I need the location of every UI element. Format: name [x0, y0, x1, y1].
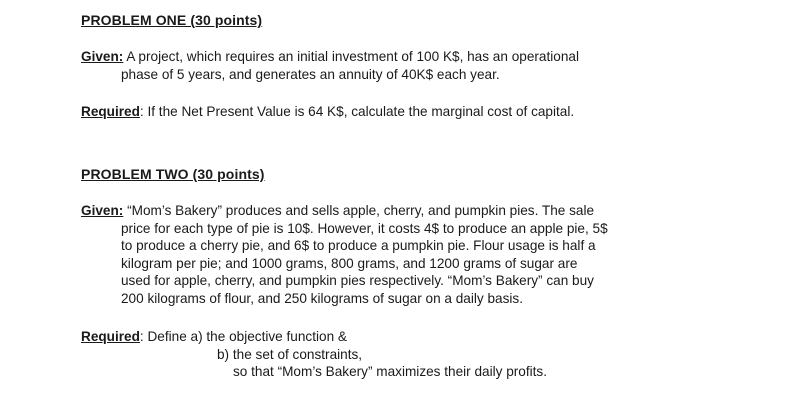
problem-two-given-line-6: 200 kilograms of flour, and 250 kilograms of sugar on a daily basis. — [121, 290, 523, 306]
required-text: : Define a) the objective function & — [139, 329, 347, 344]
problem-one-given-line-2: phase of 5 years, and generates an annuity of 40K$ each year. — [121, 66, 500, 82]
given-text: “Mom’s Bakery” produces and sells apple, cherry, and pumpkin pies. The sale — [123, 203, 595, 218]
problem-two-heading: PROBLEM TWO (30 points) — [81, 166, 265, 182]
problem-two-required-line-1 — [81, 328, 547, 346]
required-text: : If the Net Present Value is 64 K$, calculate the marginal cost of capital. — [139, 104, 575, 119]
required-label: Required — [81, 104, 140, 119]
given-label: Given: — [81, 203, 124, 218]
problem-one-required-line — [81, 103, 574, 121]
problem-one-given — [81, 48, 579, 83]
problem-one-heading: PROBLEM ONE (30 points) — [81, 12, 263, 28]
problem-two-required — [81, 328, 547, 381]
problem-two-given-line-2: price for each type of pie is 10$. However, it costs 4$ to produce an apple pie, 5$ — [121, 220, 608, 236]
given-text: A project, which requires an initial investment of 100 K$, has an operational — [123, 49, 579, 64]
given-label: Given: — [81, 49, 124, 64]
problem-one-required — [81, 103, 574, 121]
problem-two-given — [81, 202, 608, 308]
required-label: Required — [81, 329, 140, 344]
problem-two-given-line-1 — [81, 202, 608, 220]
problem-two-required-line-3: so that “Mom’s Bakery” maximizes their daily profits. — [233, 364, 548, 380]
problem-two-given-line-5: used for apple, cherry, and pumpkin pies respectively. “Mom’s Bakery” can buy — [121, 273, 594, 289]
problem-one-given-line-1 — [81, 48, 579, 66]
problem-two-given-line-4: kilogram per pie; and 1000 grams, 800 grams, and 1200 grams of sugar are — [121, 255, 578, 271]
problem-two-given-line-3: to produce a cherry pie, and 6$ to produce a pumpkin pie. Flour usage is half a — [121, 238, 596, 254]
problem-two-required-line-2: b) the set of constraints, — [217, 346, 363, 362]
